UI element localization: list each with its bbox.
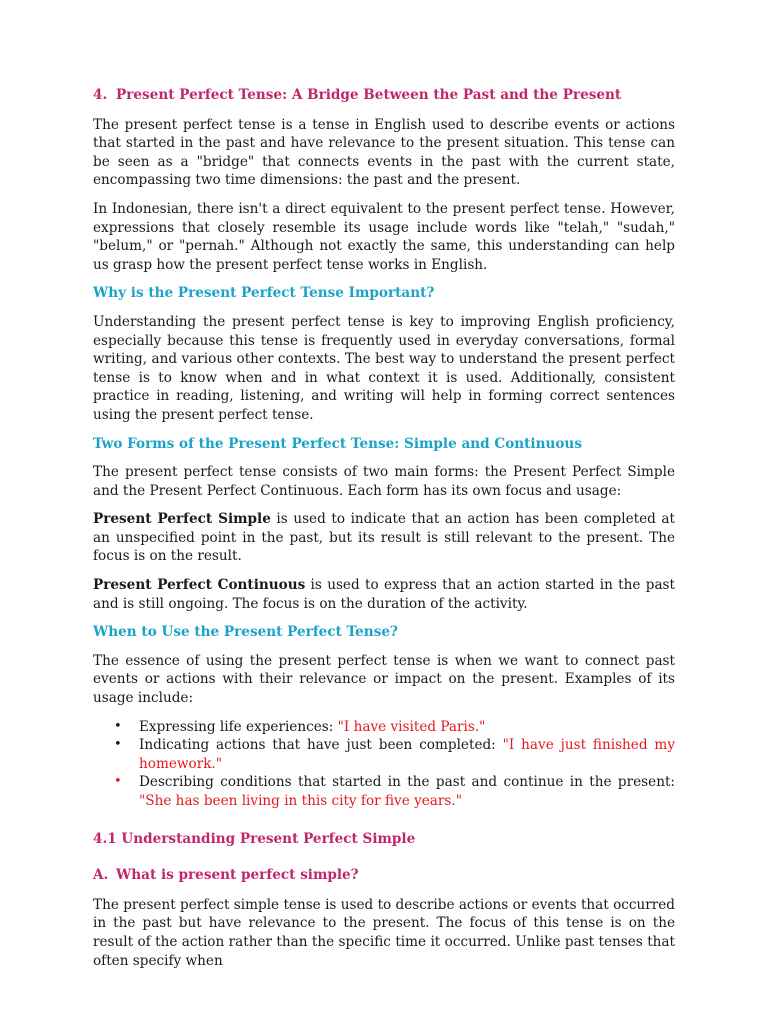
continuous-definition <box>93 576 675 613</box>
list-item <box>93 773 675 810</box>
bullet-icon: • <box>114 737 122 753</box>
section-4-heading <box>93 86 675 105</box>
list-item-text: Describing conditions that started in the past and continue in the present: <box>139 774 675 791</box>
list-item-example: "She has been living in this city for five years." <box>139 793 462 809</box>
simple-term: Present Perfect Simple <box>93 511 271 528</box>
section-4-1-heading: 4.1 Understanding Present Perfect Simple <box>93 830 416 847</box>
when-paragraph: The essence of using the present perfect tense is when we want to connect past events or actions with their relevance or impact on the present. Examples of its usage include: <box>93 652 675 707</box>
section-title: Present Perfect Tense: A Bridge Between the Past and the Present <box>116 87 622 103</box>
list-item-text: Expressing life experiences: <box>139 718 338 735</box>
simple-description: is used to indicate that an action has been completed at an unspecified point in the past, but its result is still relevant to the present. The focus is on the result. <box>93 511 675 565</box>
forms-paragraph: The present perfect tense consists of two main forms: the Present Perfect Simple and the Present Perfect Continuous. Each form has its own focus and usage: <box>93 464 675 499</box>
why-paragraph: Understanding the present perfect tense is key to improving English proficiency, especially because this tense is frequently used in everyday conversations, formal writing, and various other contexts. The best way to understand the present perfect tense is to know when and in what context it is used. Additionally, consistent practice in reading, listening, and writing will help in forming correct sentences using the present perfect tense. <box>93 313 675 423</box>
why-heading: Why is the Present Perfect Tense Important? <box>93 285 435 302</box>
forms-heading: Two Forms of the Present Perfect Tense: Simple and Continuous <box>93 435 582 452</box>
document-page <box>93 86 675 970</box>
bullet-icon: • <box>114 774 122 790</box>
intro-paragraph-1: The present perfect tense is a tense in English used to describe events or actions that started in the past and have relevance to the present situation. This tense can be seen as a "bridge" that connects events in the past with the current state, encompassing two time dimensions: the past and the present. <box>93 116 675 189</box>
section-a-paragraph: The present perfect simple tense is used to describe actions or events that occurred in the past but have relevance to the present. The focus of this tense is on the result of the action rather than the specific time it occurred. Unlike past tenses that often specify when <box>93 896 675 969</box>
intro-paragraph-2: In Indonesian, there isn't a direct equivalent to the present perfect tense. However, expressions that closely resemble its usage include words like "telah," "sudah," "belum," or "pernah." Although not exactly the same, this understanding can help us grasp how the present perfect tense works in English. <box>93 200 675 273</box>
section-a-number: A. <box>93 867 109 884</box>
list-item <box>93 736 675 773</box>
list-item-example: "I have just finished my homework." <box>139 737 675 772</box>
bullet-icon: • <box>114 718 122 734</box>
section-a-title: What is present perfect simple? <box>116 867 359 884</box>
usage-list <box>93 718 675 811</box>
section-a-heading <box>93 866 675 885</box>
continuous-description: is used to express that an action started in the past and is still ongoing. The focus is on the duration of the activity. <box>93 577 675 612</box>
list-item <box>93 718 675 737</box>
list-item-text: Indicating actions that have just been completed: <box>139 737 503 754</box>
continuous-term: Present Perfect Continuous <box>93 577 306 594</box>
simple-definition <box>93 510 675 566</box>
section-number: 4. <box>93 87 108 103</box>
when-heading: When to Use the Present Perfect Tense? <box>93 624 398 641</box>
list-item-example: "I have visited Paris." <box>337 718 486 735</box>
